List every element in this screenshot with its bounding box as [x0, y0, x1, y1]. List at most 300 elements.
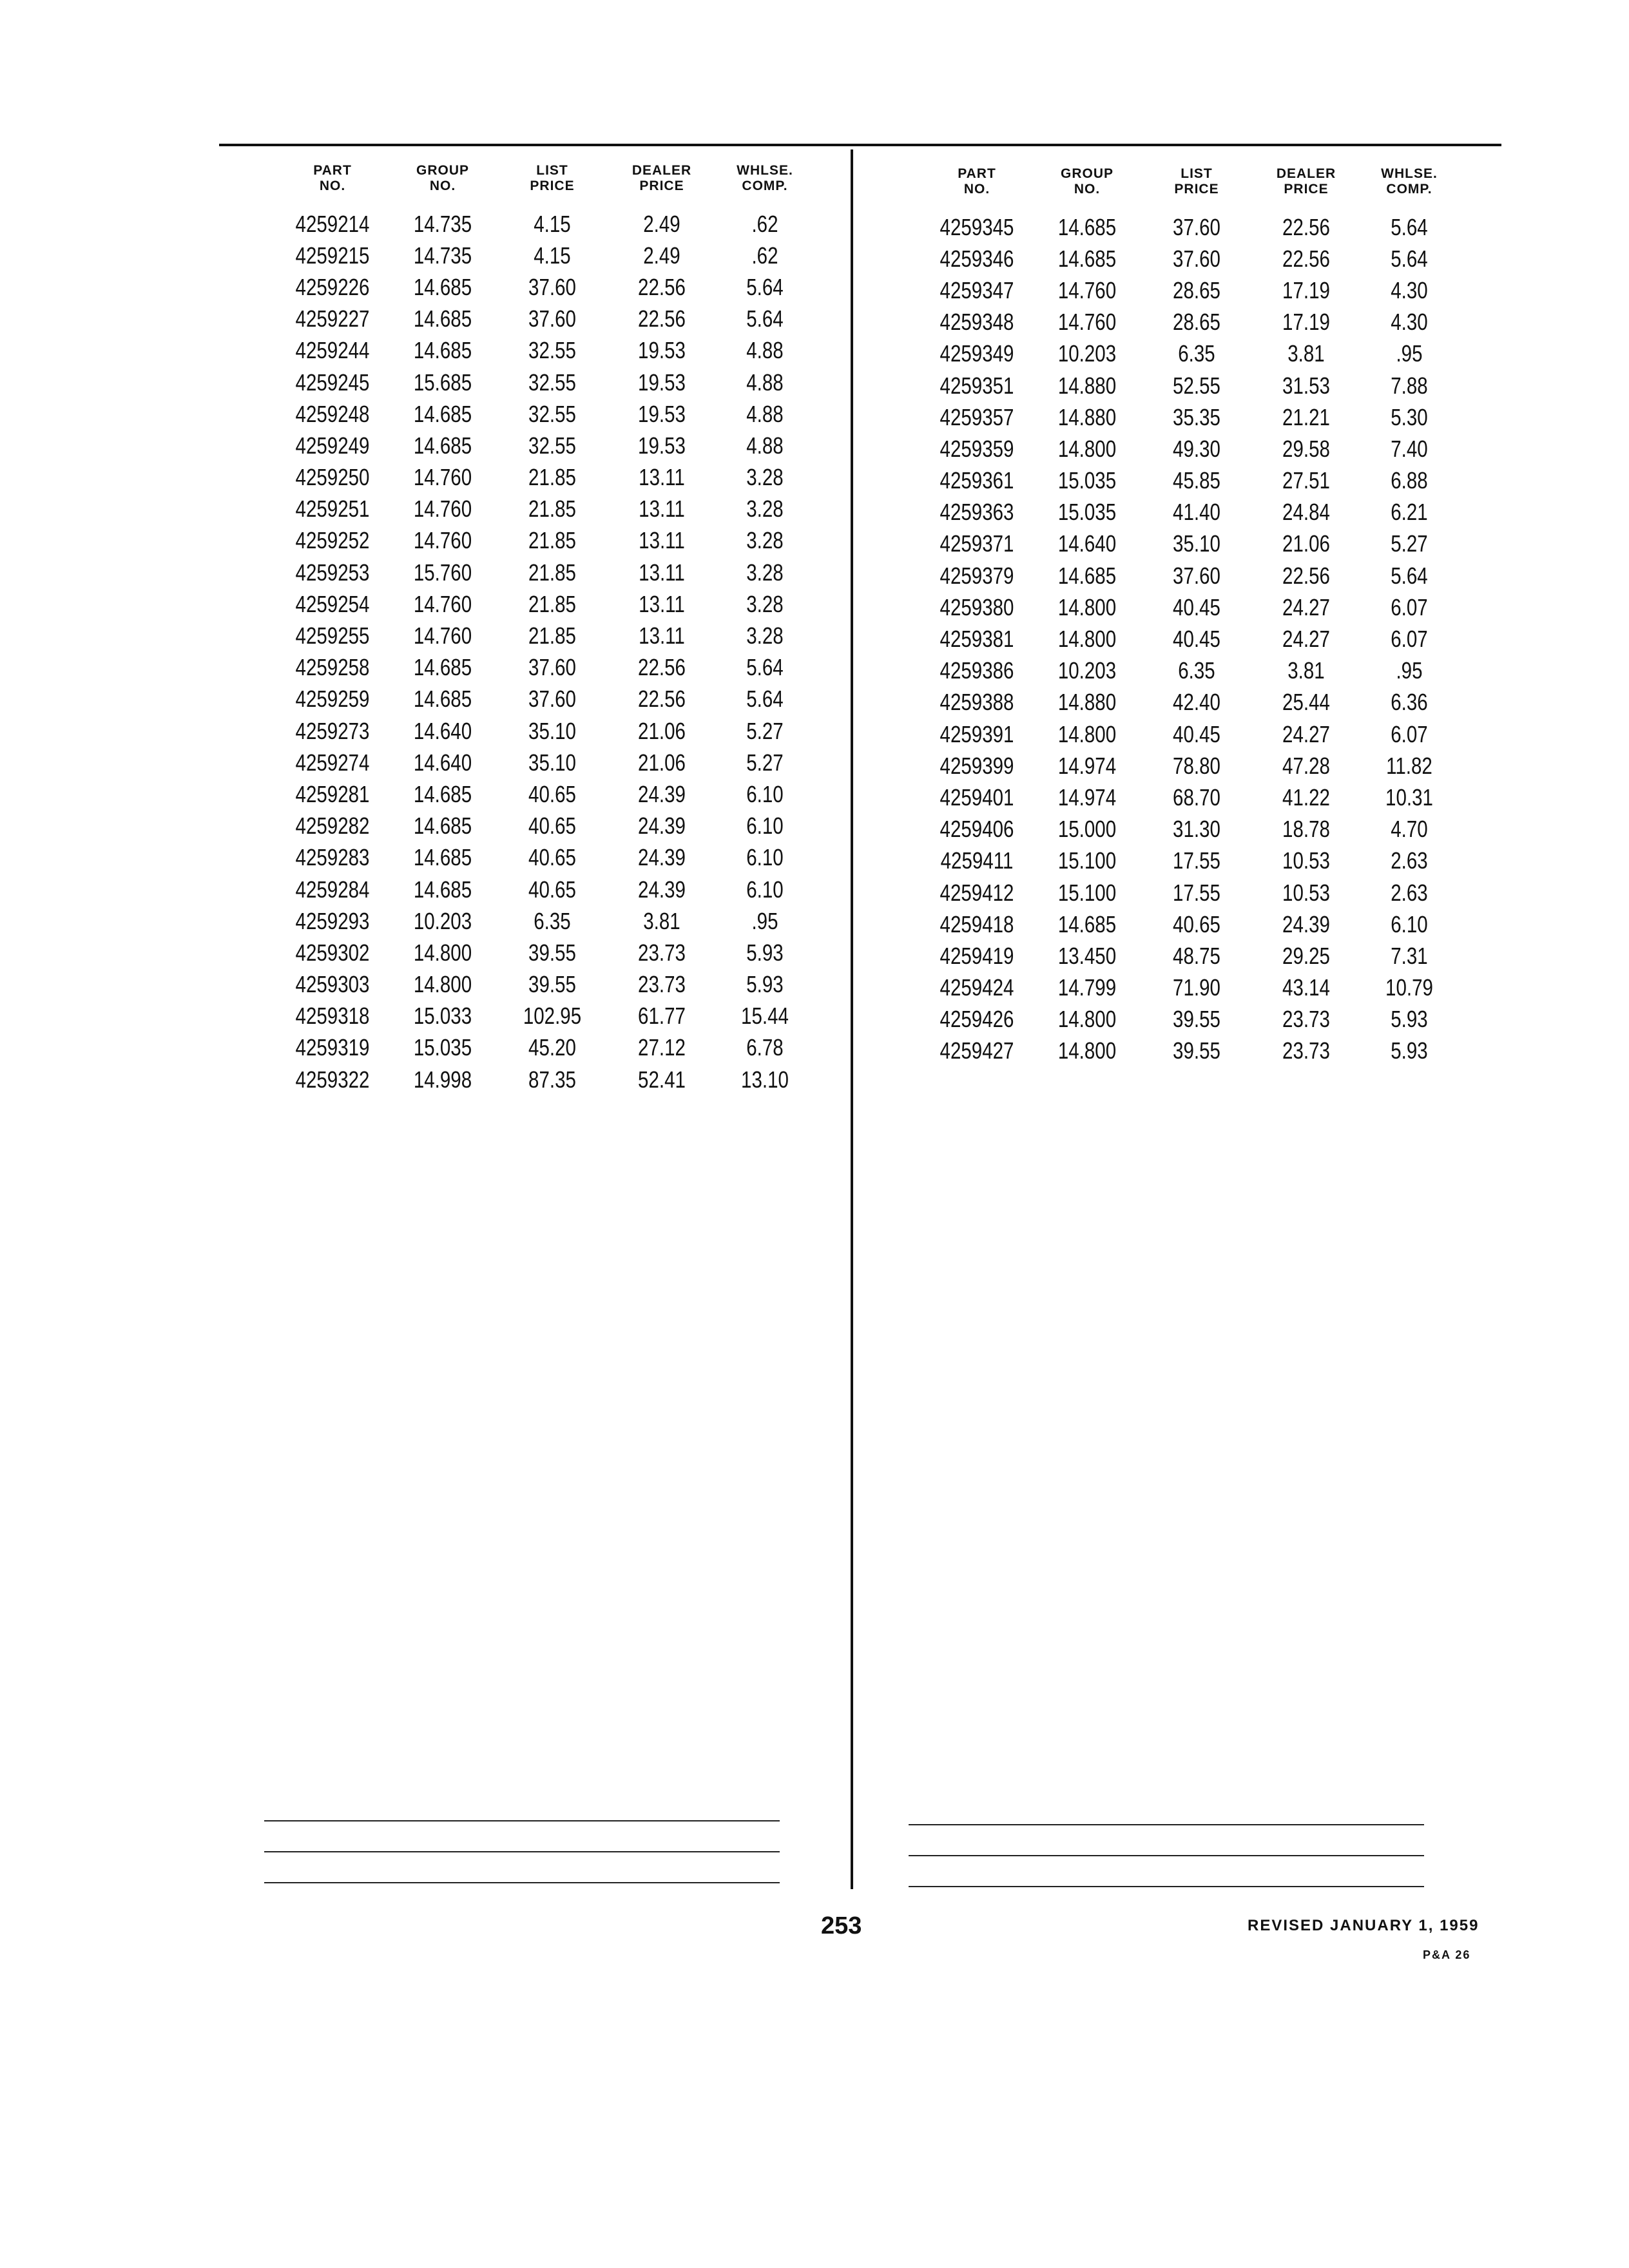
cell-text: 5.64	[1391, 213, 1428, 240]
cell-dealer-price	[607, 464, 717, 491]
cell-text: 4.30	[1391, 309, 1428, 336]
cell-text: 4259283	[295, 844, 370, 871]
cell-dealer-price	[1251, 499, 1361, 526]
cell-text: 14.735	[413, 210, 472, 237]
cell-dealer-price	[607, 591, 717, 618]
cell-list-price	[497, 211, 607, 238]
cell-text: 5.64	[746, 305, 784, 332]
cell-text: 14.880	[1057, 372, 1117, 399]
cell-dealer-price	[1251, 530, 1361, 557]
table-row	[921, 718, 1458, 750]
cell-text: 24.39	[1282, 910, 1330, 937]
cell-part-no	[921, 1037, 1032, 1064]
cell-whlse-comp	[717, 844, 813, 871]
cell-whlse-comp	[1361, 721, 1458, 748]
cell-group-no	[1032, 594, 1142, 621]
cell-text: 5.93	[746, 939, 784, 966]
table-row	[277, 811, 813, 842]
cell-text: 22.56	[638, 273, 686, 300]
table-row	[277, 525, 813, 557]
table-row	[277, 367, 813, 398]
cell-part-no	[921, 753, 1032, 780]
cell-text: 4259227	[295, 305, 370, 332]
cell-text: 6.10	[1391, 910, 1428, 937]
cell-text: 21.85	[528, 622, 576, 649]
cell-text: 3.28	[746, 495, 784, 523]
cell-list-price	[497, 337, 607, 364]
cell-text: 14.640	[1057, 530, 1117, 557]
cell-text: 32.55	[528, 369, 576, 396]
cell-list-price	[497, 908, 607, 935]
cell-part-no	[277, 305, 388, 332]
cell-dealer-price	[607, 718, 717, 745]
cell-text: 14.685	[413, 844, 472, 871]
blank-line	[909, 1886, 1424, 1887]
cell-text: 21.85	[528, 495, 576, 523]
cell-text: 35.10	[528, 717, 576, 744]
table-row	[921, 338, 1458, 370]
cell-text: 6.10	[746, 844, 784, 871]
cell-text: 28.65	[1173, 276, 1220, 303]
cell-whlse-comp	[717, 274, 813, 301]
table-row	[921, 370, 1458, 401]
cell-group-no	[1032, 1037, 1142, 1064]
cell-text: 10.203	[1057, 340, 1117, 367]
cell-part-no	[921, 911, 1032, 938]
cell-dealer-price	[607, 305, 717, 332]
cell-list-price	[1142, 214, 1251, 241]
cell-text: 4259418	[940, 910, 1014, 937]
cell-text: 21.85	[528, 559, 576, 586]
cell-text: 41.22	[1282, 783, 1330, 811]
cell-text: 24.27	[1282, 720, 1330, 747]
cell-whlse-comp	[717, 305, 813, 332]
cell-text: 4259214	[295, 210, 370, 237]
table-row	[277, 494, 813, 525]
cell-group-no	[388, 939, 497, 966]
cell-text: 6.07	[1391, 626, 1428, 653]
cell-text: 14.685	[413, 654, 472, 681]
cell-text: 37.60	[1173, 213, 1220, 240]
cell-text: 43.14	[1282, 974, 1330, 1001]
cell-whlse-comp	[717, 876, 813, 903]
blank-line	[264, 1851, 780, 1852]
cell-list-price	[497, 718, 607, 745]
table-row	[277, 1032, 813, 1064]
cell-text: 6.35	[1178, 657, 1215, 684]
table-row	[921, 750, 1458, 782]
cell-text: 27.51	[1282, 467, 1330, 494]
cell-text: 5.64	[746, 654, 784, 681]
cell-list-price	[1142, 1006, 1251, 1033]
cell-list-price	[497, 844, 607, 871]
table-row	[277, 430, 813, 461]
cell-dealer-price	[607, 686, 717, 713]
cell-whlse-comp	[1361, 562, 1458, 590]
cell-text: 4259386	[940, 657, 1014, 684]
table-row	[921, 560, 1458, 591]
cell-list-price	[1142, 816, 1251, 843]
table-row	[921, 1035, 1458, 1067]
cell-text: 24.84	[1282, 499, 1330, 526]
cell-list-price	[1142, 530, 1251, 557]
cell-text: 22.56	[638, 305, 686, 332]
cell-text: 4259359	[940, 435, 1014, 462]
cell-text: 4259281	[295, 780, 370, 807]
cell-text: 4259252	[295, 527, 370, 554]
cell-text: 4259379	[940, 562, 1014, 589]
table-row	[921, 591, 1458, 623]
cell-group-no	[388, 274, 497, 301]
cell-group-no	[1032, 1006, 1142, 1033]
cell-text: 40.65	[528, 876, 576, 903]
cell-text: 6.07	[1391, 720, 1428, 747]
cell-group-no	[1032, 816, 1142, 843]
cell-group-no	[388, 369, 497, 396]
blank-line	[909, 1824, 1424, 1825]
table-row	[921, 814, 1458, 845]
table-row	[921, 211, 1458, 243]
cell-part-no	[277, 432, 388, 459]
cell-group-no	[1032, 911, 1142, 938]
table-row	[277, 271, 813, 303]
cell-text: 15.035	[1057, 467, 1117, 494]
cell-text: 14.800	[413, 971, 472, 998]
cell-text: 14.760	[413, 527, 472, 554]
top-rule	[219, 144, 1501, 146]
cell-dealer-price	[607, 1034, 717, 1061]
cell-text: 5.64	[1391, 245, 1428, 272]
cell-part-no	[921, 340, 1032, 367]
cell-whlse-comp	[717, 908, 813, 935]
cell-dealer-price	[607, 939, 717, 966]
cell-list-price	[1142, 753, 1251, 780]
cell-text: 19.53	[638, 337, 686, 364]
cell-list-price	[1142, 911, 1251, 938]
cell-text: 102.95	[523, 1003, 582, 1030]
table-row	[277, 303, 813, 335]
cell-whlse-comp	[717, 812, 813, 840]
cell-list-price	[1142, 562, 1251, 590]
cell-whlse-comp	[1361, 1037, 1458, 1064]
cell-list-price	[497, 369, 607, 396]
cell-text: 39.55	[1173, 1037, 1220, 1064]
cell-text: 14.800	[1057, 1006, 1117, 1033]
cell-list-price	[1142, 784, 1251, 811]
cell-group-no	[1032, 689, 1142, 716]
cell-text: 7.88	[1391, 372, 1428, 399]
cell-text: 4259371	[940, 530, 1014, 557]
cell-part-no	[921, 816, 1032, 843]
cell-dealer-price	[1251, 911, 1361, 938]
cell-text: 24.39	[638, 812, 686, 840]
cell-part-no	[277, 1003, 388, 1030]
cell-dealer-price	[1251, 847, 1361, 874]
cell-group-no	[388, 337, 497, 364]
cell-text: 52.55	[1173, 372, 1220, 399]
cell-part-no	[277, 527, 388, 554]
cell-text: 4259363	[940, 499, 1014, 526]
cell-whlse-comp	[1361, 626, 1458, 653]
cell-text: 2.49	[643, 210, 680, 237]
header-group-no: GROUP NO.	[416, 163, 469, 193]
cell-text: 3.28	[746, 464, 784, 491]
cell-dealer-price	[607, 781, 717, 808]
cell-whlse-comp	[1361, 467, 1458, 494]
table-row	[277, 240, 813, 271]
cell-whlse-comp	[1361, 974, 1458, 1001]
header-part-no: PART NO.	[313, 163, 352, 193]
cell-group-no	[388, 844, 497, 871]
cell-text: .95	[1396, 657, 1423, 684]
cell-text: 22.56	[1282, 213, 1330, 240]
cell-list-price	[497, 464, 607, 491]
cell-text: 4259245	[295, 369, 370, 396]
table-row	[921, 845, 1458, 877]
right-price-table	[921, 166, 1458, 1067]
cell-group-no	[388, 559, 497, 586]
cell-dealer-price	[607, 495, 717, 523]
cell-text: 27.12	[638, 1034, 686, 1061]
cell-text: 6.88	[1391, 467, 1428, 494]
table-row	[921, 1004, 1458, 1035]
cell-dealer-price	[607, 622, 717, 649]
cell-text: 19.53	[638, 369, 686, 396]
cell-text: 15.033	[413, 1003, 472, 1030]
cell-text: 10.31	[1385, 783, 1433, 811]
cell-part-no	[921, 879, 1032, 907]
cell-dealer-price	[607, 971, 717, 998]
cell-dealer-price	[1251, 784, 1361, 811]
cell-group-no	[388, 591, 497, 618]
cell-text: 29.25	[1282, 942, 1330, 969]
cell-text: 21.06	[1282, 530, 1330, 557]
cell-part-no	[277, 971, 388, 998]
cell-part-no	[277, 274, 388, 301]
cell-dealer-price	[1251, 562, 1361, 590]
cell-text: 14.998	[413, 1066, 472, 1093]
cell-text: 4259357	[940, 403, 1014, 430]
header-part-no: PART NO.	[958, 166, 996, 197]
cell-text: 4.88	[746, 432, 784, 459]
cell-text: 21.06	[638, 717, 686, 744]
cell-text: 14.800	[1057, 626, 1117, 653]
table-row	[921, 401, 1458, 433]
cell-whlse-comp	[1361, 436, 1458, 463]
cell-text: 35.10	[1173, 530, 1220, 557]
cell-part-no	[921, 436, 1032, 463]
table-row	[921, 687, 1458, 718]
table-row	[277, 1064, 813, 1095]
cell-text: 28.65	[1173, 309, 1220, 336]
table-row	[921, 782, 1458, 813]
cell-text: 14.974	[1057, 783, 1117, 811]
cell-text: 14.760	[413, 464, 472, 491]
cell-whlse-comp	[717, 559, 813, 586]
blank-line	[264, 1820, 780, 1821]
cell-list-price	[1142, 974, 1251, 1001]
cell-group-no	[1032, 847, 1142, 874]
cell-list-price	[1142, 594, 1251, 621]
section-code: P&A 26	[1423, 1948, 1471, 1961]
table-row	[277, 747, 813, 778]
cell-group-no	[1032, 657, 1142, 684]
cell-text: 14.800	[1057, 1037, 1117, 1064]
cell-list-price	[1142, 879, 1251, 907]
cell-list-price	[497, 401, 607, 428]
cell-text: 25.44	[1282, 689, 1330, 716]
cell-text: 14.685	[413, 686, 472, 713]
cell-text: 19.53	[638, 400, 686, 427]
cell-text: 14.800	[1057, 720, 1117, 747]
cell-text: 14.685	[1057, 910, 1117, 937]
cell-text: 40.45	[1173, 720, 1220, 747]
table-row	[277, 620, 813, 651]
cell-text: 22.56	[638, 686, 686, 713]
header-dealer-price: DEALER PRICE	[1276, 166, 1336, 197]
cell-text: 3.81	[643, 907, 680, 934]
cell-text: 13.11	[639, 590, 685, 617]
cell-part-no	[277, 464, 388, 491]
cell-text: 47.28	[1282, 752, 1330, 779]
cell-text: 14.800	[413, 939, 472, 966]
blank-line	[909, 1855, 1424, 1856]
cell-list-price	[497, 1066, 607, 1093]
table-row	[277, 462, 813, 494]
cell-text: 4259255	[295, 622, 370, 649]
header-list-price: LIST PRICE	[1174, 166, 1219, 197]
cell-group-no	[1032, 943, 1142, 970]
cell-group-no	[388, 781, 497, 808]
cell-part-no	[277, 369, 388, 396]
cell-part-no	[277, 1066, 388, 1093]
cell-list-price	[497, 242, 607, 269]
table-row	[277, 1001, 813, 1032]
cell-text: 4259248	[295, 400, 370, 427]
cell-whlse-comp	[1361, 784, 1458, 811]
cell-whlse-comp	[717, 749, 813, 776]
cell-text: 17.19	[1282, 276, 1330, 303]
cell-part-no	[277, 781, 388, 808]
cell-text: 14.760	[1057, 309, 1117, 336]
cell-whlse-comp	[717, 686, 813, 713]
cell-group-no	[388, 971, 497, 998]
cell-text: 4259318	[295, 1003, 370, 1030]
cell-list-price	[1142, 626, 1251, 653]
cell-list-price	[1142, 277, 1251, 304]
cell-text: 40.45	[1173, 626, 1220, 653]
cell-text: 4259259	[295, 686, 370, 713]
table-row	[921, 433, 1458, 465]
cell-list-price	[497, 591, 607, 618]
cell-text: 24.27	[1282, 593, 1330, 620]
cell-text: 39.55	[528, 971, 576, 998]
cell-text: 4259250	[295, 464, 370, 491]
cell-text: 31.53	[1282, 372, 1330, 399]
cell-text: 4259293	[295, 907, 370, 934]
cell-part-no	[277, 591, 388, 618]
cell-whlse-comp	[1361, 594, 1458, 621]
cell-list-price	[497, 305, 607, 332]
cell-dealer-price	[1251, 943, 1361, 970]
cell-text: 4259251	[295, 495, 370, 523]
cell-group-no	[1032, 626, 1142, 653]
cell-text: 21.85	[528, 527, 576, 554]
cell-text: 13.11	[639, 622, 685, 649]
cell-text: 24.39	[638, 780, 686, 807]
cell-text: 21.21	[1282, 403, 1330, 430]
cell-text: 61.77	[638, 1003, 686, 1030]
cell-part-no	[277, 654, 388, 681]
cell-dealer-price	[1251, 436, 1361, 463]
cell-part-no	[277, 495, 388, 523]
cell-group-no	[388, 1003, 497, 1030]
table-row	[277, 652, 813, 684]
cell-part-no	[921, 689, 1032, 716]
cell-list-price	[497, 622, 607, 649]
header-list-price: LIST PRICE	[530, 163, 575, 193]
cell-text: 4259249	[295, 432, 370, 459]
cell-text: 48.75	[1173, 942, 1220, 969]
cell-whlse-comp	[717, 971, 813, 998]
cell-list-price	[1142, 340, 1251, 367]
cell-text: 14.760	[413, 495, 472, 523]
cell-text: 23.73	[638, 939, 686, 966]
cell-text: 14.880	[1057, 689, 1117, 716]
blank-line	[264, 1882, 780, 1883]
cell-text: 35.10	[528, 749, 576, 776]
cell-text: 4259381	[940, 626, 1014, 653]
cell-dealer-price	[1251, 1037, 1361, 1064]
cell-dealer-price	[607, 1066, 717, 1093]
cell-part-no	[921, 626, 1032, 653]
cell-whlse-comp	[717, 781, 813, 808]
cell-list-price	[1142, 404, 1251, 431]
cell-part-no	[277, 1034, 388, 1061]
cell-text: 4259274	[295, 749, 370, 776]
cell-text: 22.56	[1282, 562, 1330, 589]
cell-part-no	[921, 277, 1032, 304]
cell-text: .62	[751, 210, 778, 237]
cell-whlse-comp	[717, 591, 813, 618]
cell-part-no	[921, 594, 1032, 621]
right-table-header	[921, 166, 1458, 211]
cell-text: 24.39	[638, 844, 686, 871]
header-dealer-price: DEALER PRICE	[631, 163, 692, 193]
cell-text: 68.70	[1173, 783, 1220, 811]
cell-dealer-price	[1251, 816, 1361, 843]
cell-text: 21.06	[638, 749, 686, 776]
cell-text: 3.81	[1287, 657, 1325, 684]
cell-dealer-price	[607, 844, 717, 871]
cell-text: 87.35	[528, 1066, 576, 1093]
cell-group-no	[388, 464, 497, 491]
cell-text: 15.760	[413, 559, 472, 586]
cell-list-price	[497, 654, 607, 681]
cell-text: 4.15	[534, 242, 571, 269]
cell-text: 3.81	[1287, 340, 1325, 367]
cell-text: 5.27	[746, 717, 784, 744]
cell-text: 40.65	[528, 780, 576, 807]
cell-list-price	[497, 1034, 607, 1061]
cell-text: 2.49	[643, 242, 680, 269]
cell-text: 14.800	[1057, 435, 1117, 462]
cell-dealer-price	[1251, 277, 1361, 304]
cell-whlse-comp	[717, 1003, 813, 1030]
table-row	[921, 243, 1458, 274]
table-row	[921, 940, 1458, 972]
cell-text: 5.27	[1391, 530, 1428, 557]
